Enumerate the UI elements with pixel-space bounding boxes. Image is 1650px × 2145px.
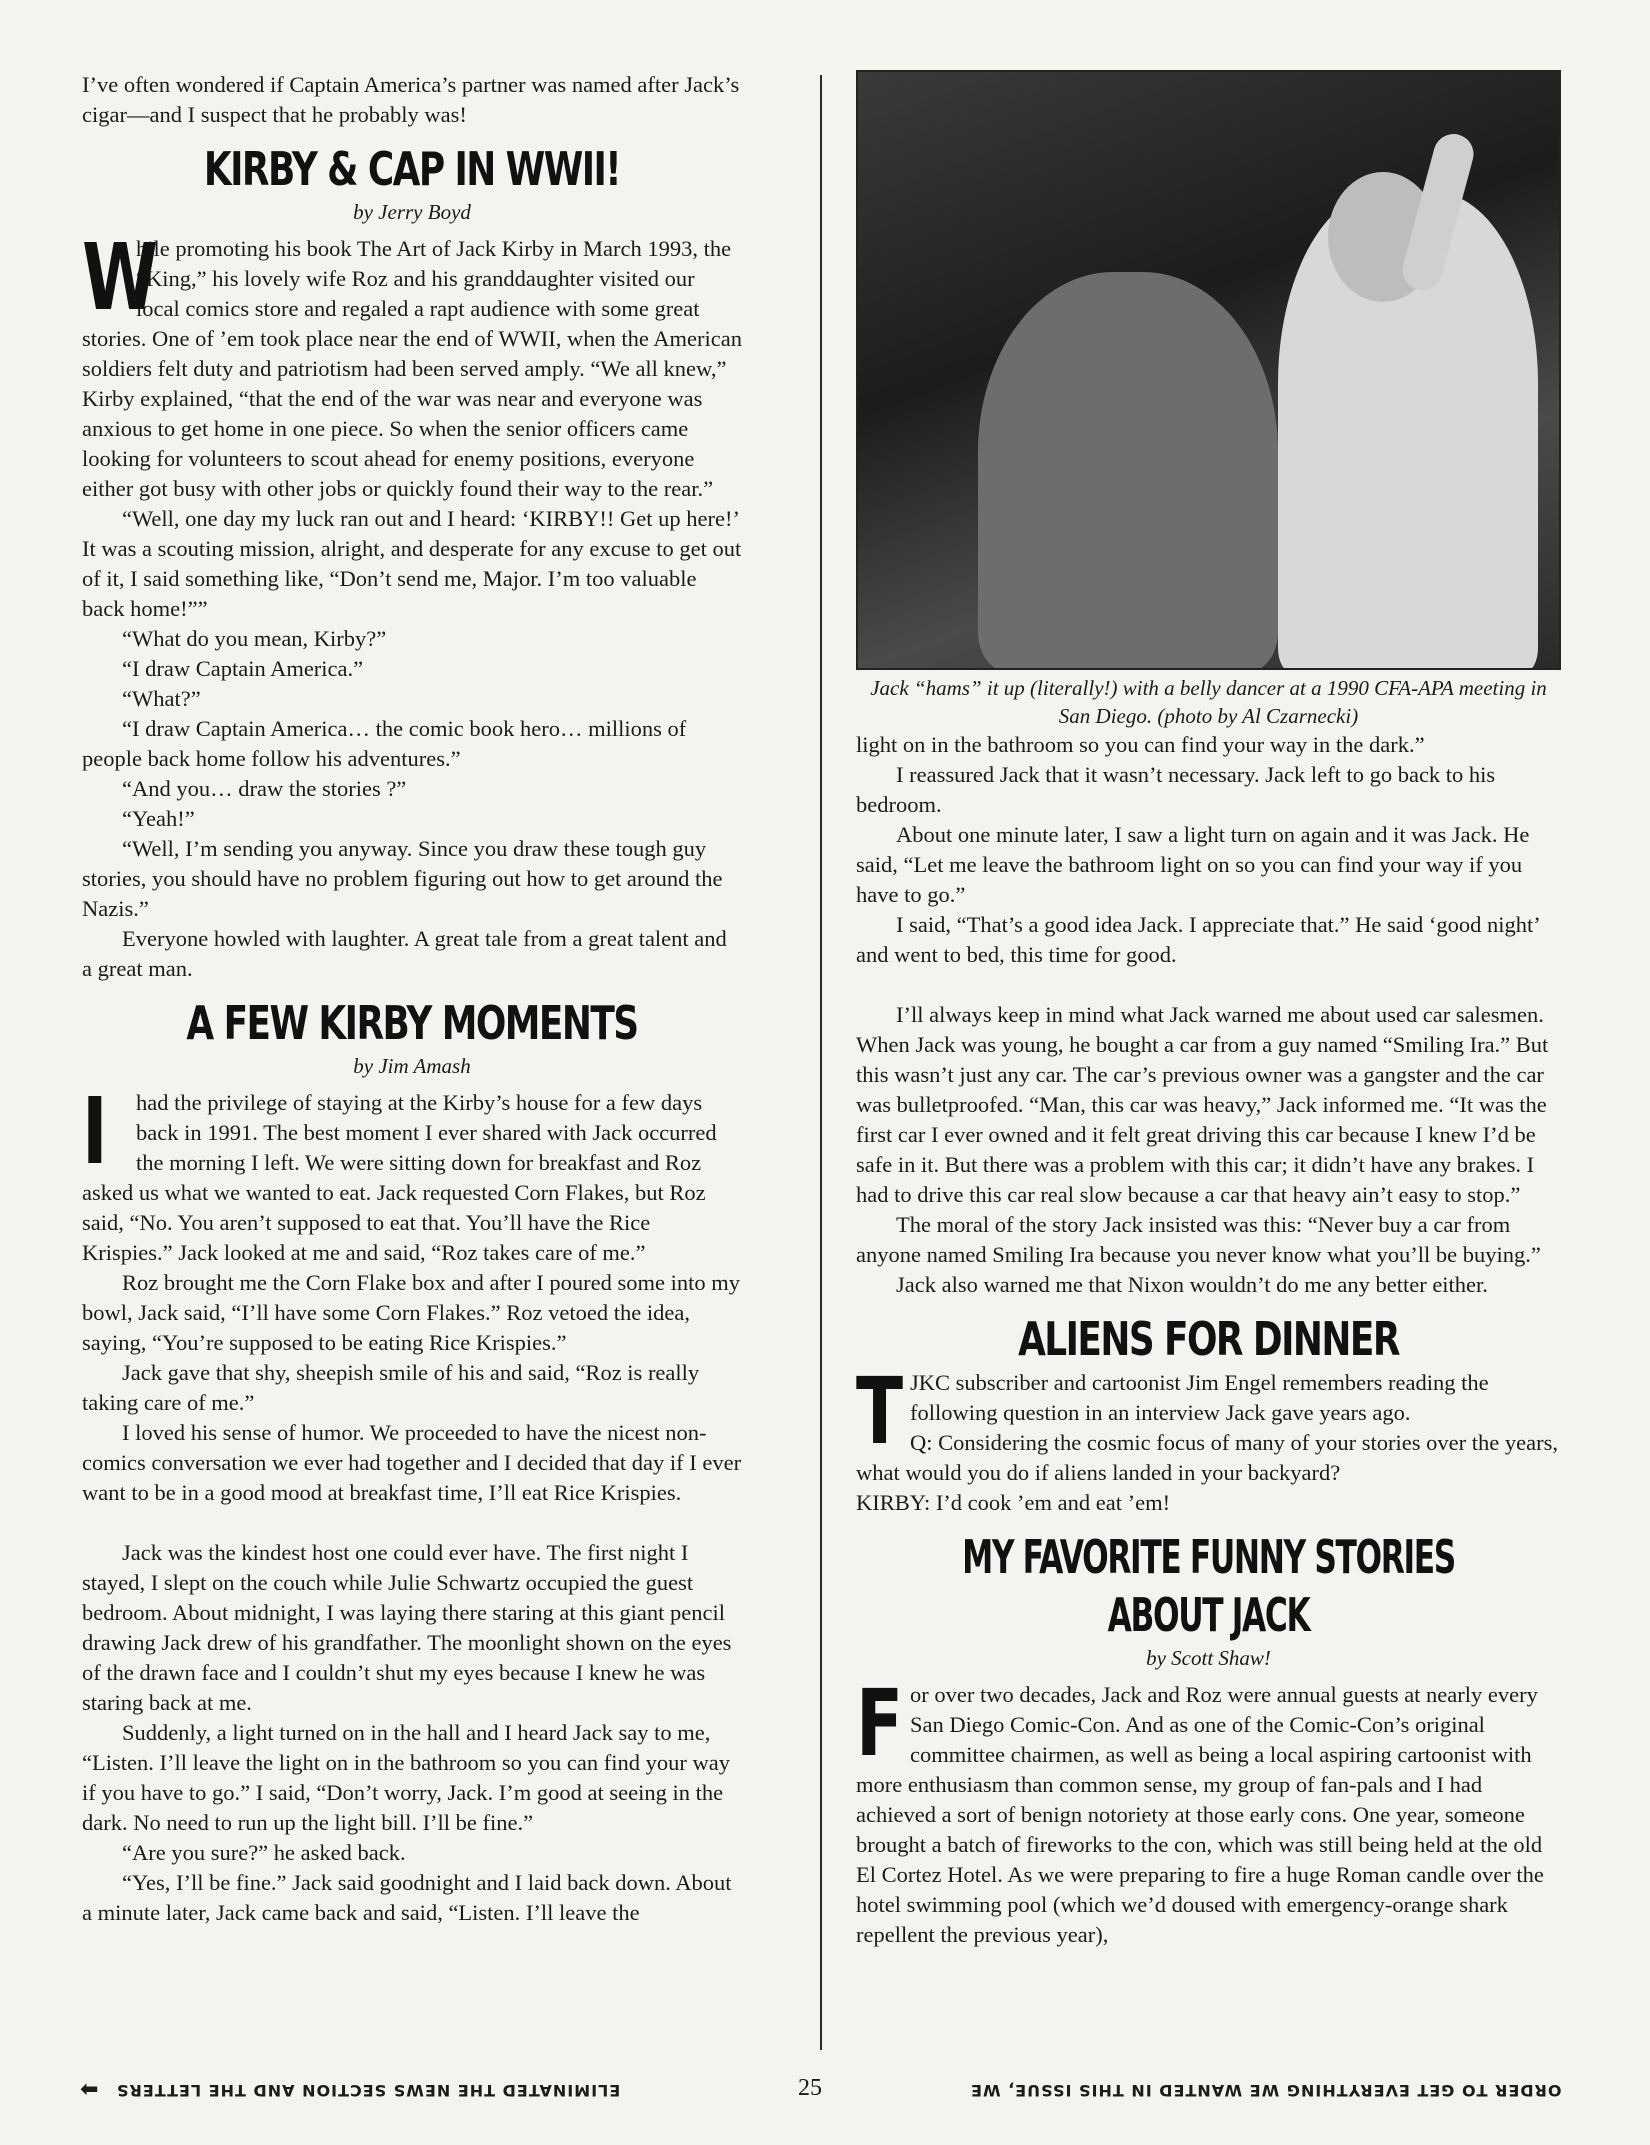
footer-right-text: ORDER TO GET EVERYTHING WE WANTED IN THIS ISSUE, WE <box>970 2081 1562 2100</box>
article1-first-text: hile promoting his book The Art of Jack Kirby in March 1993, the “King,” his lovely wife Roz and his granddaughter visited our local comics store and regaled a rapt audience with some great stories. One of ’em took place near the end of WWII, when the American soldiers felt duty and patriotism had been served amply. “We all knew,” Kirby explained, “that the end of the war was near and everyone was anxious to get home in one piece. So when the senior officers came looking for volunteers to scout ahead for enemy positions, everyone either got busy with other jobs or quickly found their way to the rear.” <box>82 236 742 501</box>
article-title-aliens-for-dinner: ALIENS FOR DINNER <box>1018 1312 1399 1366</box>
paragraph: Jack was the kindest host one could ever have. The first night I stayed, I slept on the couch while Julie Schwartz occupied the guest bedroom. About midnight, I was laying there staring at this giant pencil drawing Jack drew of his grandfather. The moonlight shown on the eyes of the drawn face and I couldn’t shut my eyes because I knew he was staring back at me. <box>82 1540 732 1715</box>
paragraph: light on in the bathroom so you can find your way in the dark.” <box>856 732 1425 757</box>
left-column <box>82 70 742 1928</box>
dropcap: I <box>82 1078 108 1185</box>
dancer-figure <box>978 272 1278 670</box>
paragraph: “I draw Captain America… the comic book hero… millions of people back home follow his adventures.” <box>82 716 687 771</box>
paragraph: I reassured Jack that it wasn’t necessary. Jack left to go back to his bedroom. <box>856 762 1496 817</box>
page-footer <box>82 2075 1562 2105</box>
paragraph: Everyone howled with laughter. A great tale from a great talent and a great man. <box>82 926 727 981</box>
photo-caption: Jack “hams” it up (literally!) with a belly dancer at a 1990 CFA-APA meeting in San Diego. (photo by Al Czarnecki) <box>870 676 1547 728</box>
footer-left-text: ELIMINATED THE NEWS SECTION AND THE LETTERS <box>116 2081 621 2100</box>
article-title-funny-stories: MY FAVORITE FUNNY STORIES ABOUT JACK <box>962 1530 1455 1642</box>
column-divider <box>820 75 822 2050</box>
article2-first-text: had the privilege of staying at the Kirby’s house for a few days back in 1991. The best moment I ever shared with Jack occurred the morning I left. We were sitting down for breakfast and Roz asked us what we wanted to eat. Jack requested Corn Flakes, but Roz said, “No. You aren’t supposed to eat that. You’ll have the Rice Krispies.” Jack looked at me and said, “Roz takes care of me.” <box>82 1090 717 1265</box>
paragraph: “What do you mean, Kirby?” <box>122 626 387 651</box>
paragraph: Jack gave that shy, sheepish smile of his and said, “Roz is really taking care of me.” <box>82 1360 700 1415</box>
article-title-few-kirby-moments: A FEW KIRBY MOMENTS <box>186 996 638 1050</box>
paragraph: Suddenly, a light turned on in the hall and I heard Jack say to me, “Listen. I’ll leave the light on in the bathroom so you can find your way if you have to go.” I said, “Don’t worry, Jack. I’m good at seeing in the dark. No need to run up the light bill. I’ll be fine.” <box>82 1720 730 1835</box>
intro-paragraph: I’ve often wondered if Captain America’s partner was named after Jack’s cigar—and I suspect that he probably was! <box>82 72 740 127</box>
paragraph: The moral of the story Jack insisted was this: “Never buy a car from anyone named Smiling Ira because you never know what you’ll be buying.” <box>856 1212 1541 1267</box>
left-arrow-icon: ⬅ <box>80 2077 99 2102</box>
byline-jerry-boyd: by Jerry Boyd <box>353 200 471 224</box>
paragraph: “Well, one day my luck ran out and I heard: ‘KIRBY!! Get up here!’ It was a scouting mission, alright, and desperate for any excuse to get out of it, I said something like, “Don’t send me, Major. I’m too valuable back home!”” <box>82 506 742 621</box>
paragraph: “And you… draw the stories ?” <box>122 776 407 801</box>
article1-first-paragraph <box>82 224 742 504</box>
paragraph: “Yes, I’ll be fine.” Jack said goodnight and I laid back down. About a minute later, Jack came back and said, “Listen. I’ll leave the <box>82 1870 732 1925</box>
paragraph: Roz brought me the Corn Flake box and after I poured some into my bowl, Jack said, “I’ll have some Corn Flakes.” Roz vetoed the idea, saying, “You’re supposed to be eating Rice Krispies.” <box>82 1270 740 1355</box>
article3-first-text: JKC subscriber and cartoonist Jim Engel remembers reading the following question in an interview Jack gave years ago. <box>910 1370 1489 1425</box>
right-column <box>856 70 1561 1950</box>
paragraph: I said, “That’s a good idea Jack. I appreciate that.” He said ‘good night’ and went to bed, this time for good. <box>856 912 1540 967</box>
article4-first-paragraph <box>856 1670 1561 1950</box>
paragraph: About one minute later, I saw a light turn on again and it was Jack. He said, “Let me leave the bathroom light on so you can find your way if you have to go.” <box>856 822 1530 907</box>
paragraph: I loved his sense of humor. We proceeded to have the nicest non-comics conversation we ever had together and I decided that day if I ever want to be in a good mood at breakfast time, I’ll eat Rice Krispies. <box>82 1420 742 1505</box>
byline-jim-amash: by Jim Amash <box>353 1054 471 1078</box>
dropcap: F <box>856 1670 904 1777</box>
belly-dancer-photo <box>856 70 1561 670</box>
byline-scott-shaw: by Scott Shaw! <box>1146 1646 1271 1670</box>
dropcap: W <box>82 224 159 331</box>
question-paragraph: Q: Considering the cosmic focus of many of your stories over the years, what would you do if aliens landed in your backyard? <box>856 1430 1558 1485</box>
paragraph: “I draw Captain America.” <box>122 656 364 681</box>
paragraph: “Are you sure?” he asked back. <box>122 1840 406 1865</box>
paragraph: “Well, I’m sending you anyway. Since you draw these tough guy stories, you should have no problem figuring out how to get around the Nazis.” <box>82 836 723 921</box>
paragraph: I’ll always keep in mind what Jack warned me about used car salesmen. When Jack was young, he bought a car from a guy named “Smiling Ira.” But this wasn’t just any car. The car’s previous owner was a gangster and the car was bulletproofed. “Man, this car was heavy,” Jack informed me. “It was the first car I ever owned and it felt great driving this car because I knew I’d be safe in it. But there was a problem with this car; it didn’t have any brakes. I had to drive this car real slow because a car that heavy ain’t easy to stop.” <box>856 1002 1549 1207</box>
answer-paragraph: KIRBY: I’d cook ’em and eat ’em! <box>856 1490 1171 1515</box>
page-number: 25 <box>798 2075 822 2101</box>
paragraph: Jack also warned me that Nixon wouldn’t do me any better either. <box>896 1272 1488 1297</box>
article2-first-paragraph <box>82 1078 742 1268</box>
paragraph: “What?” <box>122 686 201 711</box>
dropcap: T <box>856 1358 904 1465</box>
article-title-kirby-cap: KIRBY & CAP IN WWII! <box>203 142 621 196</box>
article4-first-text: or over two decades, Jack and Roz were annual guests at nearly every San Diego Comic-Con. And as one of the Comic-Con’s original committee chairmen, as well as being a local aspiring cartoonist with more enthusiasm than common sense, my group of fan-pals and I had achieved a sort of benign notoriety at those early cons. One year, someone brought a batch of fireworks to the con, which was still being held at the old El Cortez Hotel. As we were preparing to fire a huge Roman candle over the hotel swimming pool (which we’d doused with emergency-orange shark repellent the previous year), <box>856 1682 1544 1947</box>
paragraph: “Yeah!” <box>122 806 195 831</box>
